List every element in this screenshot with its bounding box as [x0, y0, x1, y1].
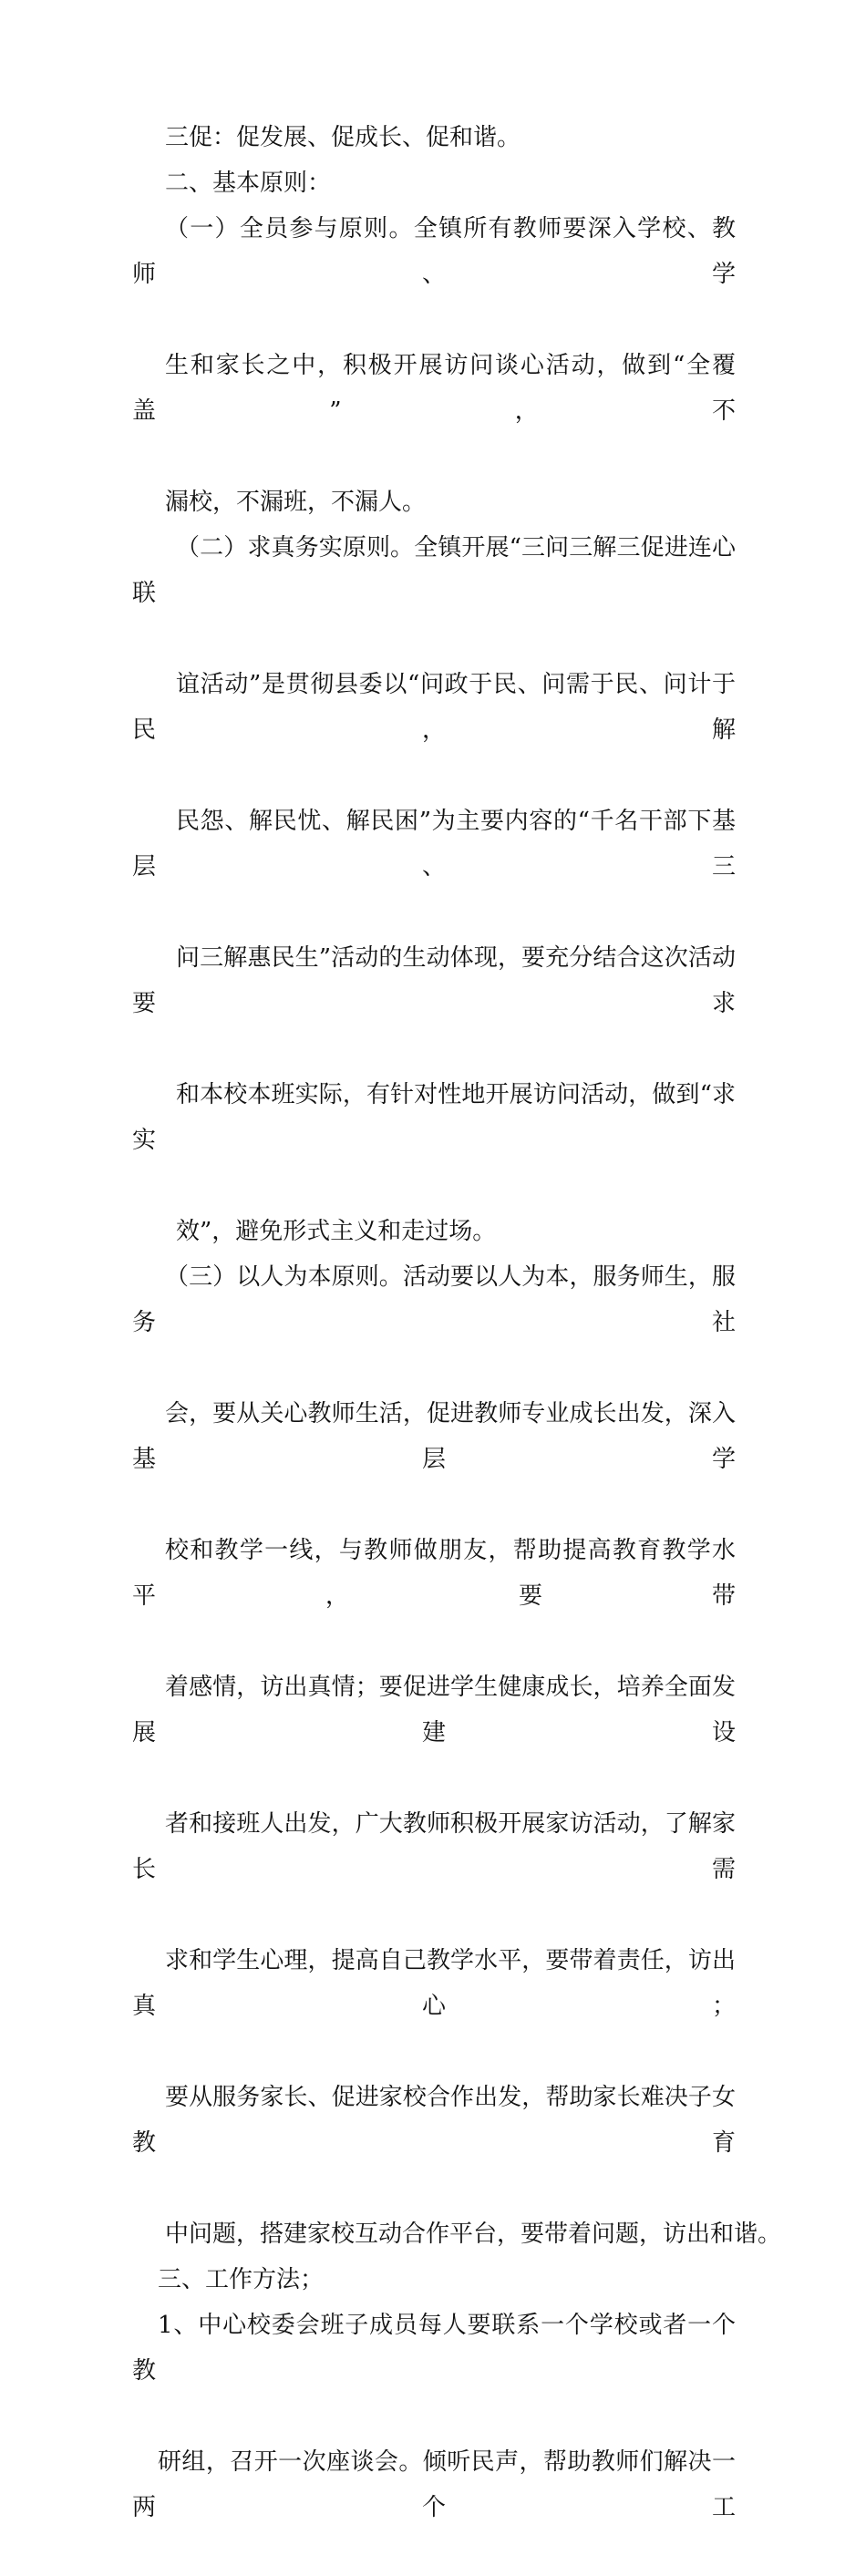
text-line: 二、基本原则： [165, 170, 332, 197]
text-line: （一）全员参与原则。全镇所有教师要深入学校、教师、学 [132, 215, 736, 288]
text-line: 民怨、解民忧、解民困”为主要内容的“千名干部下基层、三 [132, 808, 736, 881]
paragraph-work-method-1 [132, 2303, 736, 2576]
section-heading-basic-principles [132, 160, 736, 206]
text-line: 着感情，访出真情；要促进学生健康成长，培养全面发展建设 [132, 1674, 736, 1747]
text-line: 三促：促发展、促成长、促和谐。 [165, 124, 521, 151]
text-line: 求和学生心理，提高自己教学水平，要带着责任，访出真心； [132, 1947, 736, 2020]
text-line: 问三解惠民生”活动的生动体现，要充分结合这次活动要求 [132, 944, 736, 1017]
paragraph-principle-seek-truth [132, 525, 736, 1254]
text-line: 研组，召开一次座谈会。倾听民声，帮助教师们解决一两个工 [132, 2448, 736, 2521]
text-line: 漏校，不漏班，不漏人。 [165, 489, 427, 516]
text-line: 效”，避免形式主义和走过场。 [176, 1218, 497, 1245]
text-line: 三、工作方法； [158, 2266, 325, 2293]
text-line: 要从服务家长、促进家校合作出发，帮助家长难决子女教育 [132, 2084, 736, 2157]
paragraph-principle-people-oriented [132, 1254, 782, 2257]
text-line: 1、中心校委会班子成员每人要联系一个学校或者一个教 [132, 2312, 736, 2385]
text-line: 中问题，搭建家校互动合作平台，要带着问题，访出和谐。 [165, 2221, 782, 2248]
paragraph-principle-full-participation [132, 206, 736, 525]
text-line: （三）以人为本原则。活动要以人为本，服务师生，服务社 [132, 1263, 736, 1336]
section-heading-work-methods [132, 2257, 736, 2303]
text-line: 校和教学一线，与教师做朋友，帮助提高教育教学水平，要带 [132, 1537, 736, 1610]
text-line: 生和家长之中，积极开展访问谈心活动，做到“全覆盖”，不 [132, 352, 736, 425]
document-body [132, 115, 782, 2576]
paragraph-three-promotions [132, 115, 736, 160]
text-line: 谊活动”是贯彻县委以“问政于民、问需于民、问计于民，解 [132, 671, 736, 744]
text-line: 和本校本班实际，有针对性地开展访问活动，做到“求实 [132, 1081, 736, 1154]
text-line: （二）求真务实原则。全镇开展“三问三解三促进连心联 [132, 534, 736, 607]
text-line: 会，要从关心教师生活，促进教师专业成长出发，深入基层学 [132, 1400, 736, 1473]
text-line: 者和接班人出发，广大教师积极开展家访活动，了解家长需 [132, 1810, 736, 1883]
